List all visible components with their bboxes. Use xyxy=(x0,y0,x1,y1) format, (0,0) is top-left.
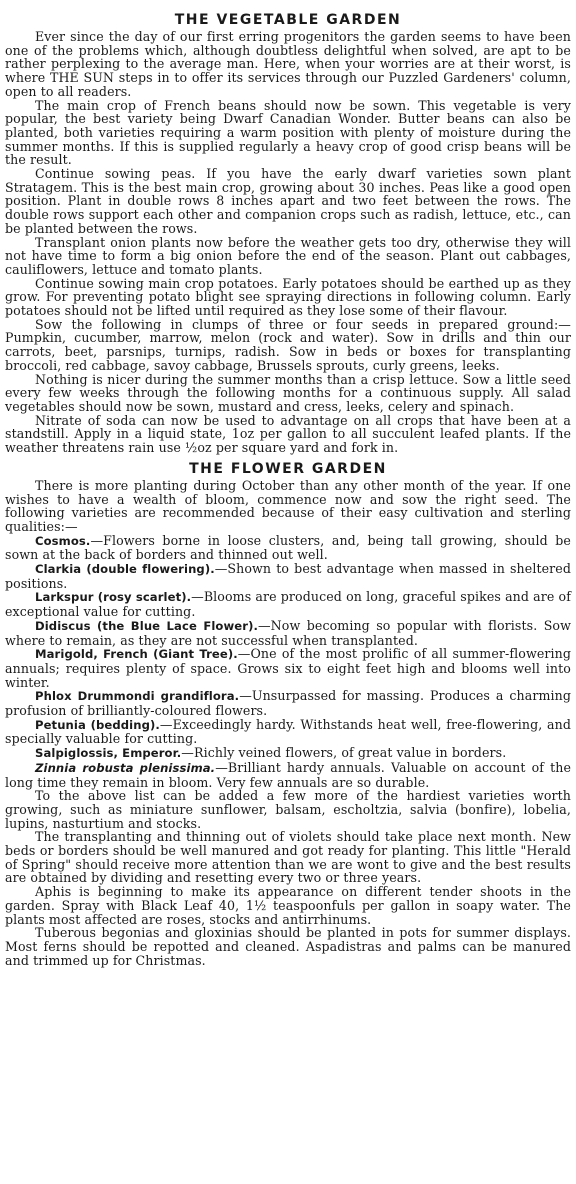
vegetable-paragraph: The main crop of French beans should now be sown. This vegetable is very popular, the best variety being Dwarf Canadian Wonder. Butter beans can also be planted, both varieties requiring a warm position with plenty of moisture during the summer months. If this is supplied regularly a heavy crop of good crisp beans will be the result. xyxy=(5,97,571,168)
vegetable-paragraph: Sow the following in clumps of three or four seeds in prepared ground:—Pumpkin, cucumber, marrow, melon (rock and water). Sow in drills and thin our carrots, beet, parsnips, turnips, radish. Sow in beds or boxes for transplanting broccoli, red cabbage, savoy cabbage, Brussels sprouts, curly greens, leeks. xyxy=(5,316,571,373)
flower-paragraph: Aphis is beginning to make its appearance on different tender shoots in the garden. Spray with Black Leaf 40, 1½ teaspoonfuls per gallon in soapy water. The plants most affected are roses, stocks and antirrhinums. xyxy=(5,884,571,927)
plant-name: Zinnia robusta plenissima. xyxy=(35,760,216,775)
vegetable-paragraph: Transplant onion plants now before the weather gets too dry, otherwise they will not have time to form a big onion before the end of the season. Plant out cabbages, cauliflowers, lettuce and tomato plants. xyxy=(5,234,571,277)
plant-description: —Flowers borne in loose clusters, and, being tall growing, should be sown at the back of borders and thinned out well. xyxy=(5,532,571,563)
plant-description: —Brilliant hardy annuals. Valuable on account of the long time they remain in bloom. Very few annuals are so durable. xyxy=(5,759,572,790)
flower-intro-paragraph: There is more planting during October than any other month of the year. If one wishes to have a wealth of bloom, commence now and sow the right seed. The following varieties are recommended because of their easy cultivation and sterling qualities:— xyxy=(5,477,571,534)
plant-description: —Richly veined flowers, of great value in borders. xyxy=(181,745,507,761)
plant-entry xyxy=(5,534,571,562)
plant-name: Cosmos. xyxy=(35,533,91,548)
vegetable-paragraph: Continue sowing peas. If you have the early dwarf varieties sown plant Stratagem. This is the best main crop, growing about 30 inches. Peas like a good open position. Plant in double rows 8 inches apart and two feet between the rows. The double rows support each other and companion crops such as radish, lettuce, etc., can be planted between the rows. xyxy=(5,166,571,236)
plant-entry xyxy=(5,619,571,647)
plant-name: Petunia (bedding). xyxy=(35,717,160,732)
plant-description: —Exceedingly hardy. Withstands heat well, free-flowering, and specially valuable for cutting. xyxy=(5,716,571,747)
plant-entry xyxy=(5,562,571,590)
plant-description: —Shown to best advantage when massed in sheltered positions. xyxy=(5,561,571,591)
plant-entry xyxy=(5,761,571,789)
plant-entry xyxy=(5,718,571,746)
vegetable-paragraph: Nitrate of soda can now be used to advantage on all crops that have been at a standstill. Apply in a liquid state, 1oz per gallon to all succulent leafed plants. If the weather threatens rain use ½oz per square yard and fork in. xyxy=(5,412,571,456)
vegetable-paragraph: Continue sowing main crop potatoes. Early potatoes should be earthed up as they grow. For preventing potato blight see spraying directions in following column. Early potatoes should not be lifted until required as they lose some of their flavour. xyxy=(5,275,571,319)
plant-entry xyxy=(5,590,571,618)
plant-entry xyxy=(5,746,571,761)
plant-description: —Now becoming so popular with florists. Sow where to remain, as they are not successful when transplanted. xyxy=(5,617,571,648)
flower-paragraph: To the above list can be added a few more of the hardiest varieties worth growing, such as miniature sunflower, balsam, escholtzia, salvia (bonfire), lobelia, lupins, nasturtium and stocks. xyxy=(5,788,571,831)
vegetable-garden-heading: THE VEGETABLE GARDEN xyxy=(174,12,402,28)
plant-name: Larkspur (rosy scarlet). xyxy=(35,590,192,605)
plant-entry xyxy=(5,647,571,689)
plant-name: Salpiglossis, Emperor. xyxy=(35,746,182,761)
vegetable-paragraph: Nothing is nicer during the summer months than a crisp lettuce. Sow a little seed every few weeks through the following months for a continuous supply. All salad vegetables should now be sown, mustard and cress, leeks, celery and spinach. xyxy=(5,371,571,414)
plant-name: Phlox Drummondi grandiflora. xyxy=(35,689,240,704)
plant-name: Marigold, French (Giant Tree). xyxy=(35,647,238,662)
flower-paragraph: The transplanting and thinning out of violets should take place next month. New beds or borders should be well manured and got ready for planting. This little "Herald of Spring" should receive more attention than we are wont to give and the best results are obtained by dividing and resetting every two or three years. xyxy=(5,829,571,886)
plant-description: —One of the most prolific of all summer-flowering annuals; requires plenty of space. Grows six to eight feet high and blooms well into winter. xyxy=(5,646,571,690)
plant-name: Clarkia (double flowering). xyxy=(35,562,215,577)
plant-description: —Unsurpassed for massing. Produces a charming profusion of brilliantly-coloured flowers. xyxy=(5,688,572,719)
plant-entry xyxy=(5,689,571,717)
plant-description: —Blooms are produced on long, graceful spikes and are of exceptional value for cutting. xyxy=(5,589,571,620)
flower-paragraph: Tuberous begonias and gloxinias should be planted in pots for summer displays. Most ferns should be repotted and cleaned. Aspadistras and palms can be manured and trimmed up for Christmas. xyxy=(5,925,571,968)
vegetable-paragraph: Ever since the day of our first erring progenitors the garden seems to have been one of the problems which, although doubtless delightful when solved, are apt to be rather perplexing to the average man. Here, when your worries are at their worst, is where THE SUN steps in to offer its services through our Puzzled Gardeners' column, open to all readers. xyxy=(5,29,571,99)
plant-name: Didiscus (the Blue Lace Flower). xyxy=(35,618,258,633)
flower-garden-heading: THE FLOWER GARDEN xyxy=(189,460,387,477)
